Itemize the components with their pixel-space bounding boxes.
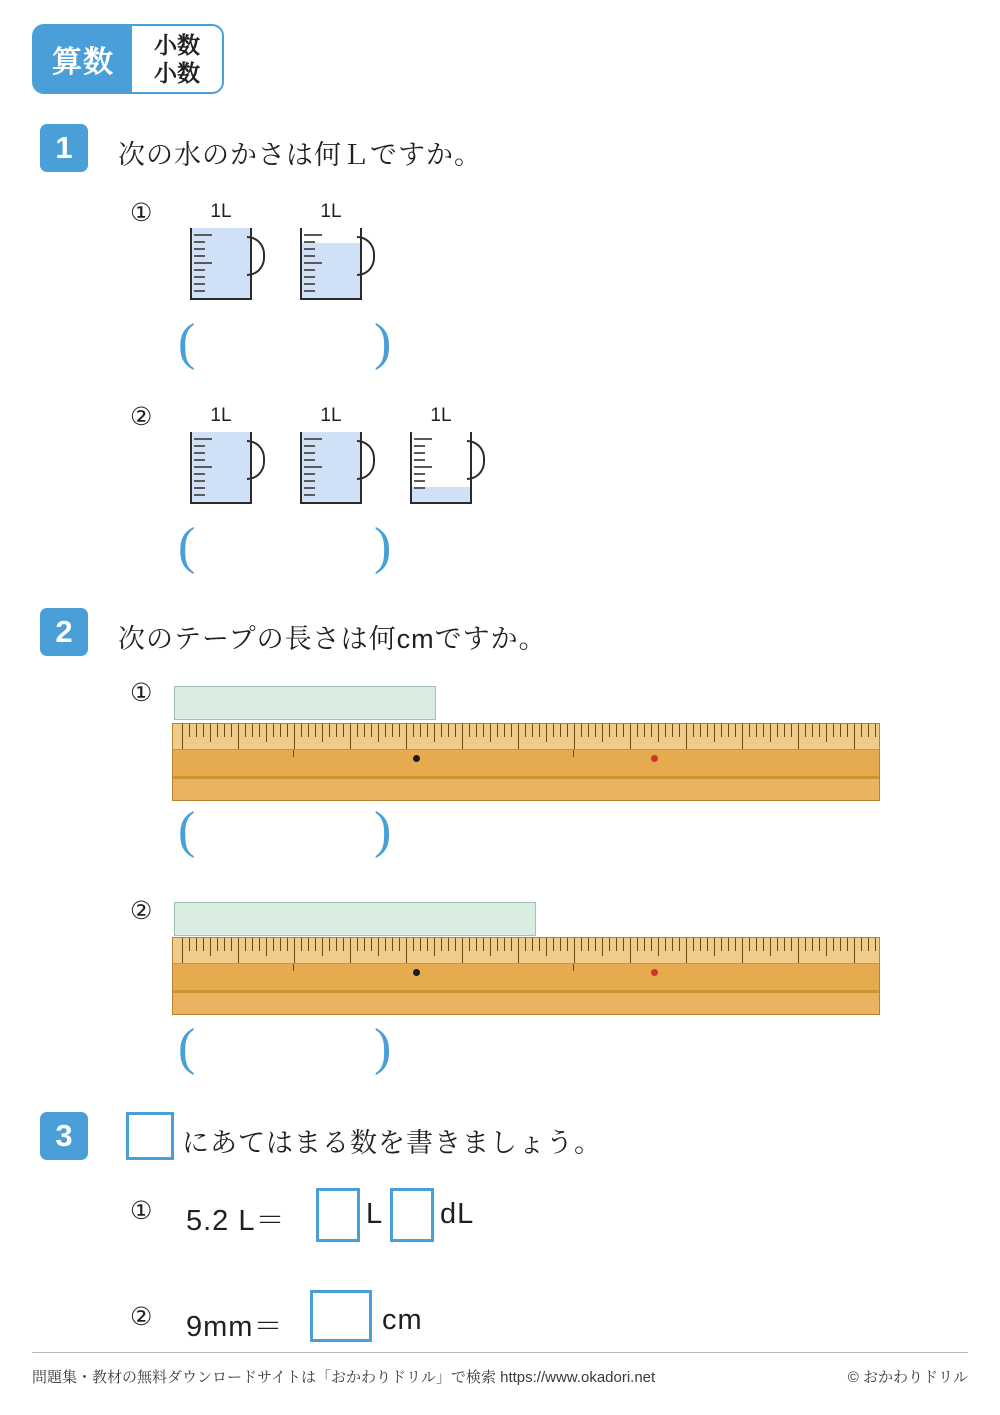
q3-item2-expression: 9mm＝: [186, 1311, 284, 1343]
beaker-handle: [247, 440, 265, 480]
ruler-base-band: [173, 990, 879, 1014]
header-topic-line1: 小数: [154, 31, 200, 58]
beaker-body: [300, 228, 362, 300]
q1-item2-open-paren: (: [178, 518, 196, 575]
question-number-3: 3: [40, 1112, 88, 1160]
question-text-1: 次の水のかさは何Ｌですか。: [118, 140, 482, 170]
ruler-2: [172, 937, 880, 1015]
q2-item2-open-paren: (: [178, 1019, 196, 1076]
ruler-center-dot-black: [413, 755, 420, 762]
footer-left-text: 問題集・教材の無料ダウンロードサイトは「おかわりドリル」で検索 https://www.okadori.net: [32, 1369, 656, 1386]
ruler-1: [172, 723, 880, 801]
ruler-middle-band: [173, 964, 879, 990]
q1-item2-marker: ②: [130, 403, 153, 431]
q3-item2-answer-box[interactable]: [310, 1290, 372, 1342]
question-text-3: にあてはまる数を書きましょう。: [182, 1128, 602, 1158]
question-text-2: 次のテープの長さは何cmですか。: [118, 624, 547, 654]
beaker-handle: [247, 236, 265, 276]
beaker-q1-1-a: [190, 201, 252, 300]
ruler-base-band: [173, 776, 879, 800]
question-number-1: 1: [40, 124, 88, 172]
ruler-center-dot-black: [413, 969, 420, 976]
beaker-handle: [467, 440, 485, 480]
footer-right-text: © おかわりドリル: [847, 1369, 968, 1386]
question3-inline-box[interactable]: [126, 1112, 174, 1160]
measured-tape-2: [174, 902, 536, 936]
beaker-ticks: [192, 228, 250, 298]
measured-tape-1: [174, 686, 436, 720]
beaker-label: 1L: [210, 405, 232, 426]
question-number-2: 2: [40, 608, 88, 656]
beaker-label: 1L: [320, 405, 342, 426]
beaker-ticks: [192, 432, 250, 502]
beaker-label: 1L: [430, 405, 452, 426]
q1-item2-close-paren: ): [374, 518, 392, 575]
beaker-body: [300, 432, 362, 504]
q2-item1-open-paren: (: [178, 802, 196, 859]
q3-item2-marker: ②: [130, 1303, 153, 1331]
q2-item2-marker: ②: [130, 897, 153, 925]
q2-item1-close-paren: ): [374, 802, 392, 859]
q1-item1-close-paren: ): [374, 314, 392, 371]
q3-item1-answer-box-l[interactable]: [316, 1188, 360, 1242]
q2-item1-marker: ①: [130, 679, 153, 707]
header-badge: [32, 24, 224, 94]
ruler-center-dot-red: [651, 969, 658, 976]
footer-divider: [32, 1352, 968, 1353]
beaker-handle: [357, 236, 375, 276]
q1-item1-marker: ①: [130, 199, 153, 227]
q3-item2-unit-cm: cm: [382, 1304, 423, 1336]
beaker-ticks: [412, 432, 470, 502]
q2-item2-close-paren: ): [374, 1019, 392, 1076]
q3-item1-unit-l: L: [366, 1198, 384, 1230]
ruler-scale-band: [173, 938, 879, 964]
header-subject: 算数: [34, 26, 132, 92]
beaker-label: 1L: [320, 201, 342, 222]
beaker-handle: [357, 440, 375, 480]
q3-item1-expression: 5.2 L＝: [186, 1205, 286, 1237]
beaker-q1-2-b: [300, 405, 362, 504]
beaker-ticks: [302, 432, 360, 502]
beaker-body: [190, 228, 252, 300]
ruler-center-dot-red: [651, 755, 658, 762]
beaker-q1-2-a: [190, 405, 252, 504]
ruler-scale-band: [173, 724, 879, 750]
ruler-middle-band: [173, 750, 879, 776]
q3-item1-marker: ①: [130, 1197, 153, 1225]
q1-item1-open-paren: (: [178, 314, 196, 371]
beaker-body: [190, 432, 252, 504]
header-topic-line2: 小数: [154, 60, 200, 86]
beaker-label: 1L: [210, 201, 232, 222]
beaker-q1-2-c: [410, 405, 472, 504]
q3-item1-unit-dl: dL: [440, 1198, 475, 1230]
beaker-ticks: [302, 228, 360, 298]
beaker-body: [410, 432, 472, 504]
beaker-q1-1-b: [300, 201, 362, 300]
q3-item1-answer-box-dl[interactable]: [390, 1188, 434, 1242]
header-topics: [132, 26, 222, 92]
